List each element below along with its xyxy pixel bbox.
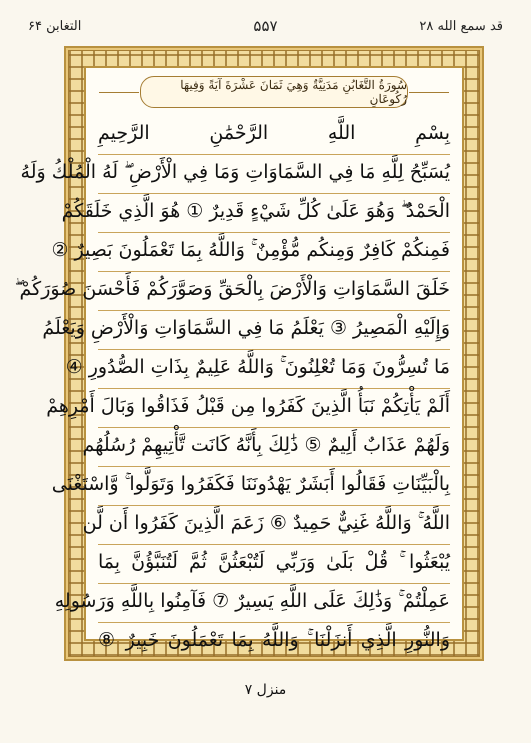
ornamental-frame [14,46,484,661]
verse-line: يُسَبِّحُ لِلَّهِ مَا فِي السَّمَاوَاتِ وَمَا فِي الْأَرْضِ ۖ لَهُ الْمُلْكُ وَلَهُ [98,151,450,194]
surah-label: التغابن ۶۴ [28,19,82,34]
verse-line: يُبْعَثُوا ۚ قُلْ بَلَىٰ وَرَبِّي لَتُبْعَثُنَّ ثُمَّ لَتُنَبَّؤُنَّ بِمَا [98,541,450,584]
surah-title-box [140,76,408,108]
page-number: ۵۵۷ [253,17,278,35]
manzil-footer: منزل ۷ [244,682,287,698]
verse-line: عَمِلْتُمْ ۚ وَذَٰلِكَ عَلَى اللَّهِ يَسِيرٌ ⑦ فَآمِنُوا بِاللَّهِ وَرَسُولِهِ [98,580,450,623]
verse-line: فَمِنكُمْ كَافِرٌ وَمِنكُم مُّؤْمِنٌ ۚ وَاللَّهُ بِمَا تَعْمَلُونَ بَصِيرٌ ② [98,229,450,272]
page-header [0,0,531,42]
verse-line: وَالنُّورِ الَّذِي أَنزَلْنَا ۚ وَاللَّهُ بِمَا تَعْمَلُونَ خَبِيرٌ ⑧ [98,629,450,651]
verse-line: مَا تُسِرُّونَ وَمَا تُعْلِنُونَ ۚ وَاللَّهُ عَلِيمٌ بِذَاتِ الصُّدُورِ ④ [98,346,450,389]
verse-line: أَلَمْ يَأْتِكُمْ نَبَأُ الَّذِينَ كَفَرُوا مِن قَبْلُ فَذَاقُوا وَبَالَ أَمْرِهِمْ [98,385,450,428]
verse-line: وَإِلَيْهِ الْمَصِيرُ ③ يَعْلَمُ مَا فِي السَّمَاوَاتِ وَالْأَرْضِ وَيَعْلَمُ [98,307,450,350]
juz-label: قد سمع الله ۲۸ [419,19,503,34]
verse-line: بِسْمِ اللَّهِ الرَّحْمَٰنِ الرَّحِيمِ [98,112,450,155]
verse-line: وَلَهُمْ عَذَابٌ أَلِيمٌ ⑤ ذَٰلِكَ بِأَنَّهُ كَانَت تَّأْتِيهِمْ رُسُلُهُم [98,424,450,467]
verse-line: اللَّهُ ۚ وَاللَّهُ غَنِيٌّ حَمِيدٌ ⑥ زَعَمَ الَّذِينَ كَفَرُوا أَن لَّن [98,502,450,545]
verse-line: بِالْبَيِّنَاتِ فَقَالُوا أَبَشَرٌ يَهْدُونَنَا فَكَفَرُوا وَتَوَلَّوا ۚ وَّاسْتَغْنَى [98,463,450,506]
verse-lines [14,112,450,651]
verse-line: الْحَمْدُ ۖ وَهُوَ عَلَىٰ كُلِّ شَيْءٍ قَدِيرٌ ① هُوَ الَّذِي خَلَقَكُمْ [98,190,450,233]
text-panel [14,66,464,651]
verse-line: خَلَقَ السَّمَاوَاتِ وَالْأَرْضَ بِالْحَقِّ وَصَوَّرَكُمْ فَأَحْسَنَ صُوَرَكُمْ ۖ [98,268,450,311]
surah-title: سُورَةُ التَّغَابُنِ مَدَنِيَّةٌ وَهِيَ ثَمَانَ عَشْرَةَ آيَةً وَفِيهَا رُكُوعَانِ [180,78,407,106]
